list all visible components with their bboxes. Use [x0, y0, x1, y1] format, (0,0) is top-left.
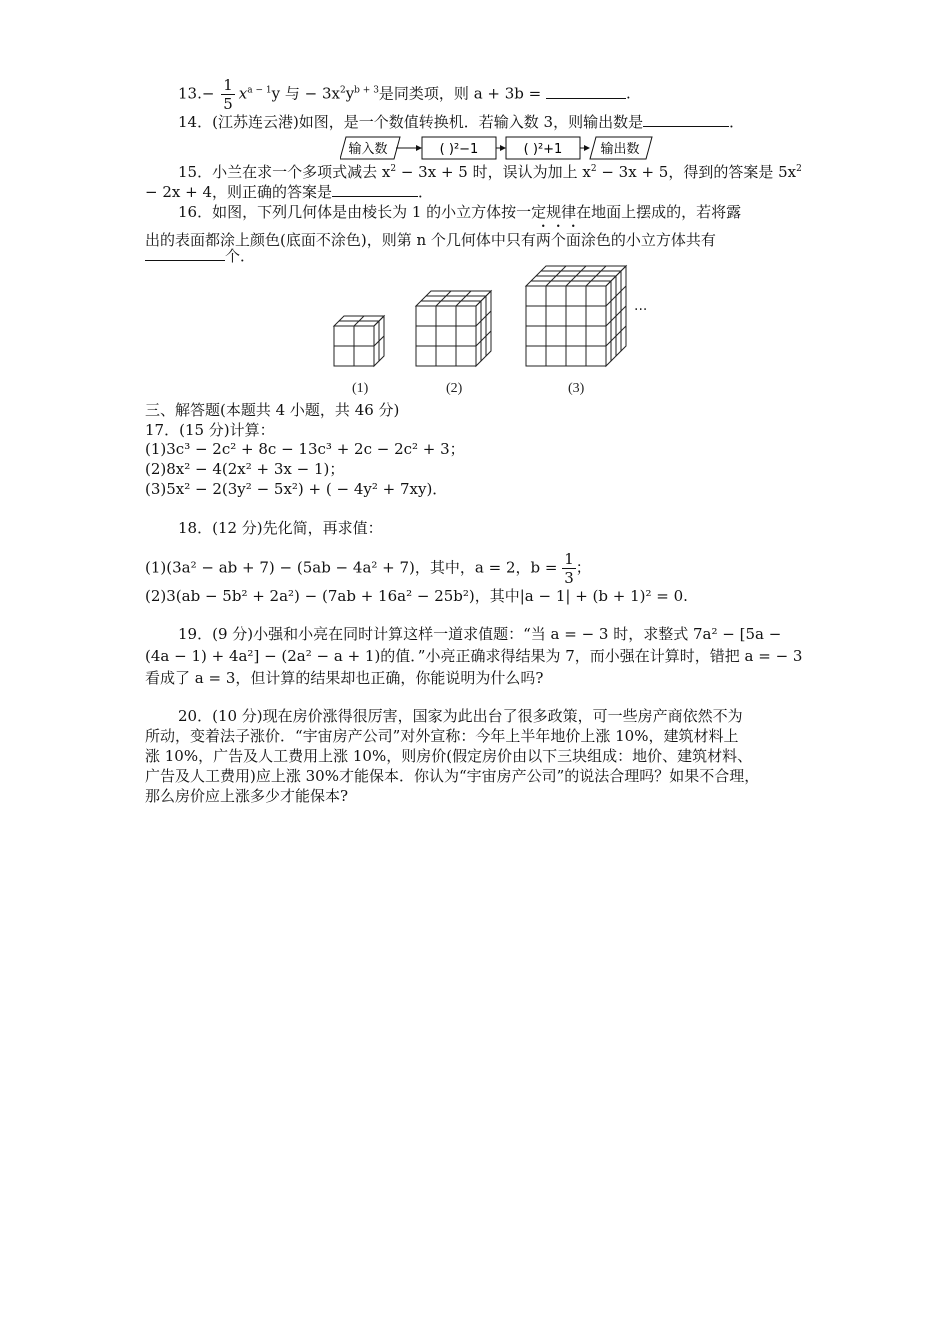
- question-19-line3: 看成了 a = 3，但计算的结果却也正确，你能说明为什么吗?: [145, 669, 544, 687]
- question-17-title: 17．(15 分)计算：: [145, 421, 275, 439]
- flow-input-label: 输入数: [348, 142, 388, 157]
- section-3-heading: 三、解答题(本题共 4 小题，共 46 分): [145, 401, 400, 419]
- figure-label-1: (1): [352, 381, 369, 396]
- cube-stacks-figure: [328, 262, 668, 398]
- q13-answer-blank[interactable]: [546, 84, 626, 99]
- question-16-line2: 出的表面都涂上颜色(底面不涂色)，则第 n 个几何体中只有两个面涂色的小立方体共有: [145, 231, 716, 249]
- question-20-line4: 广告及人工费用)应上涨 30%才能保本．你认为“宇宙房产公司”的说法合理吗？如果不合理，: [145, 767, 760, 785]
- q14-answer-blank[interactable]: [643, 112, 729, 127]
- question-17-item1: (1)3c³ − 2c² + 8c − 13c³ + 2c − 2c² + 3；: [145, 440, 465, 458]
- cube-stack-3: [526, 266, 626, 366]
- flow-step2-label: ( )²+1: [523, 142, 563, 157]
- question-17-item2: (2)8x² − 4(2x² + 3x − 1)；: [145, 460, 345, 478]
- question-20-line3: 涨 10%，广告及人工费用上涨 10%，则房价(假定房价由以下三块组成：地价、建筑材料、: [145, 747, 753, 765]
- figure-label-3: (3): [568, 381, 585, 396]
- q16-answer-blank[interactable]: [145, 246, 225, 261]
- question-15-line2: − 2x + 4，则正确的答案是 ．: [145, 183, 434, 201]
- question-20-line5: 那么房价应上涨多少才能保本?: [145, 787, 349, 805]
- conversion-machine-diagram: [340, 136, 660, 160]
- q18-fraction: $\frac{1}{3}$: [564, 550, 574, 587]
- question-14: 14．(江苏连云港)如图，是一个数值转换机．若输入数 3，则输出数是 ．: [178, 113, 745, 131]
- question-16-line3: 个．: [145, 246, 255, 266]
- q13-fraction: $\frac{1}{5}$: [223, 76, 233, 113]
- q15-answer-blank[interactable]: [332, 182, 418, 197]
- question-17-item3: (3)5x² − 2(3y² − 5x²) + ( − 4y² + 7xy)．: [145, 480, 448, 498]
- question-16-line1: 16．如图，下列几何体是由棱长为 1 的小立方体按一定规律在地面上摆成的，若将露: [178, 203, 742, 221]
- question-18-item2: (2)3(ab − 5b² + 2a²) − (7ab + 16a² − 25b²)，其中|a − 1| + (b + 1)² = 0.: [145, 587, 688, 605]
- question-15-line1: 15．小兰在求一个多项式减去 $x^2 - 3x + 5$ 时，误认为加上 $x^2 - 3x + 5$，得到的答案是 $5x^2$: [178, 163, 802, 181]
- question-13: 13.− $\frac{1}{5}$ $x^{a - 1}y$ 与 − $3x^2y^{b + 3}$是同类项，则 a + 3b = .: [178, 76, 631, 113]
- question-18-title: 18．(12 分)先化简，再求值：: [178, 519, 383, 537]
- question-19-line1: 19．(9 分)小强和小亮在同时计算这样一道求值题：“当 a = − 3 时，求整式 7a² − [5a −: [178, 625, 782, 643]
- figure-label-2: (2): [446, 381, 463, 396]
- figure-ellipsis: ···: [634, 302, 648, 318]
- question-20-line1: 20．(10 分)现在房价涨得很厉害，国家为此出台了很多政策，可一些房产商依然不为: [178, 707, 743, 725]
- q13-number: 13.: [178, 84, 202, 103]
- question-18-item1: (1)(3a² − ab + 7) − (5ab − 4a² + 7)，其中，a = 2，b = $\frac{1}{3}$ ；: [145, 550, 591, 587]
- question-20-line2: 所动，变着法子涨价．“宇宙房产公司”对外宣称：今年上半年地价上涨 10%，建筑材料上: [145, 727, 739, 745]
- flow-step1-label: ( )²−1: [439, 142, 479, 157]
- flow-output-label: 输出数: [600, 142, 640, 157]
- cube-stack-2: [416, 291, 491, 366]
- emphasis-two-faces: 两个面: [535, 231, 581, 249]
- question-19-line2: (4a − 1) + 4a²] − (2a² − a + 1)的值．”小亮正确求得结果为 7，而小强在计算时，错把 a = − 3: [145, 647, 803, 665]
- cube-stack-1: [334, 316, 384, 366]
